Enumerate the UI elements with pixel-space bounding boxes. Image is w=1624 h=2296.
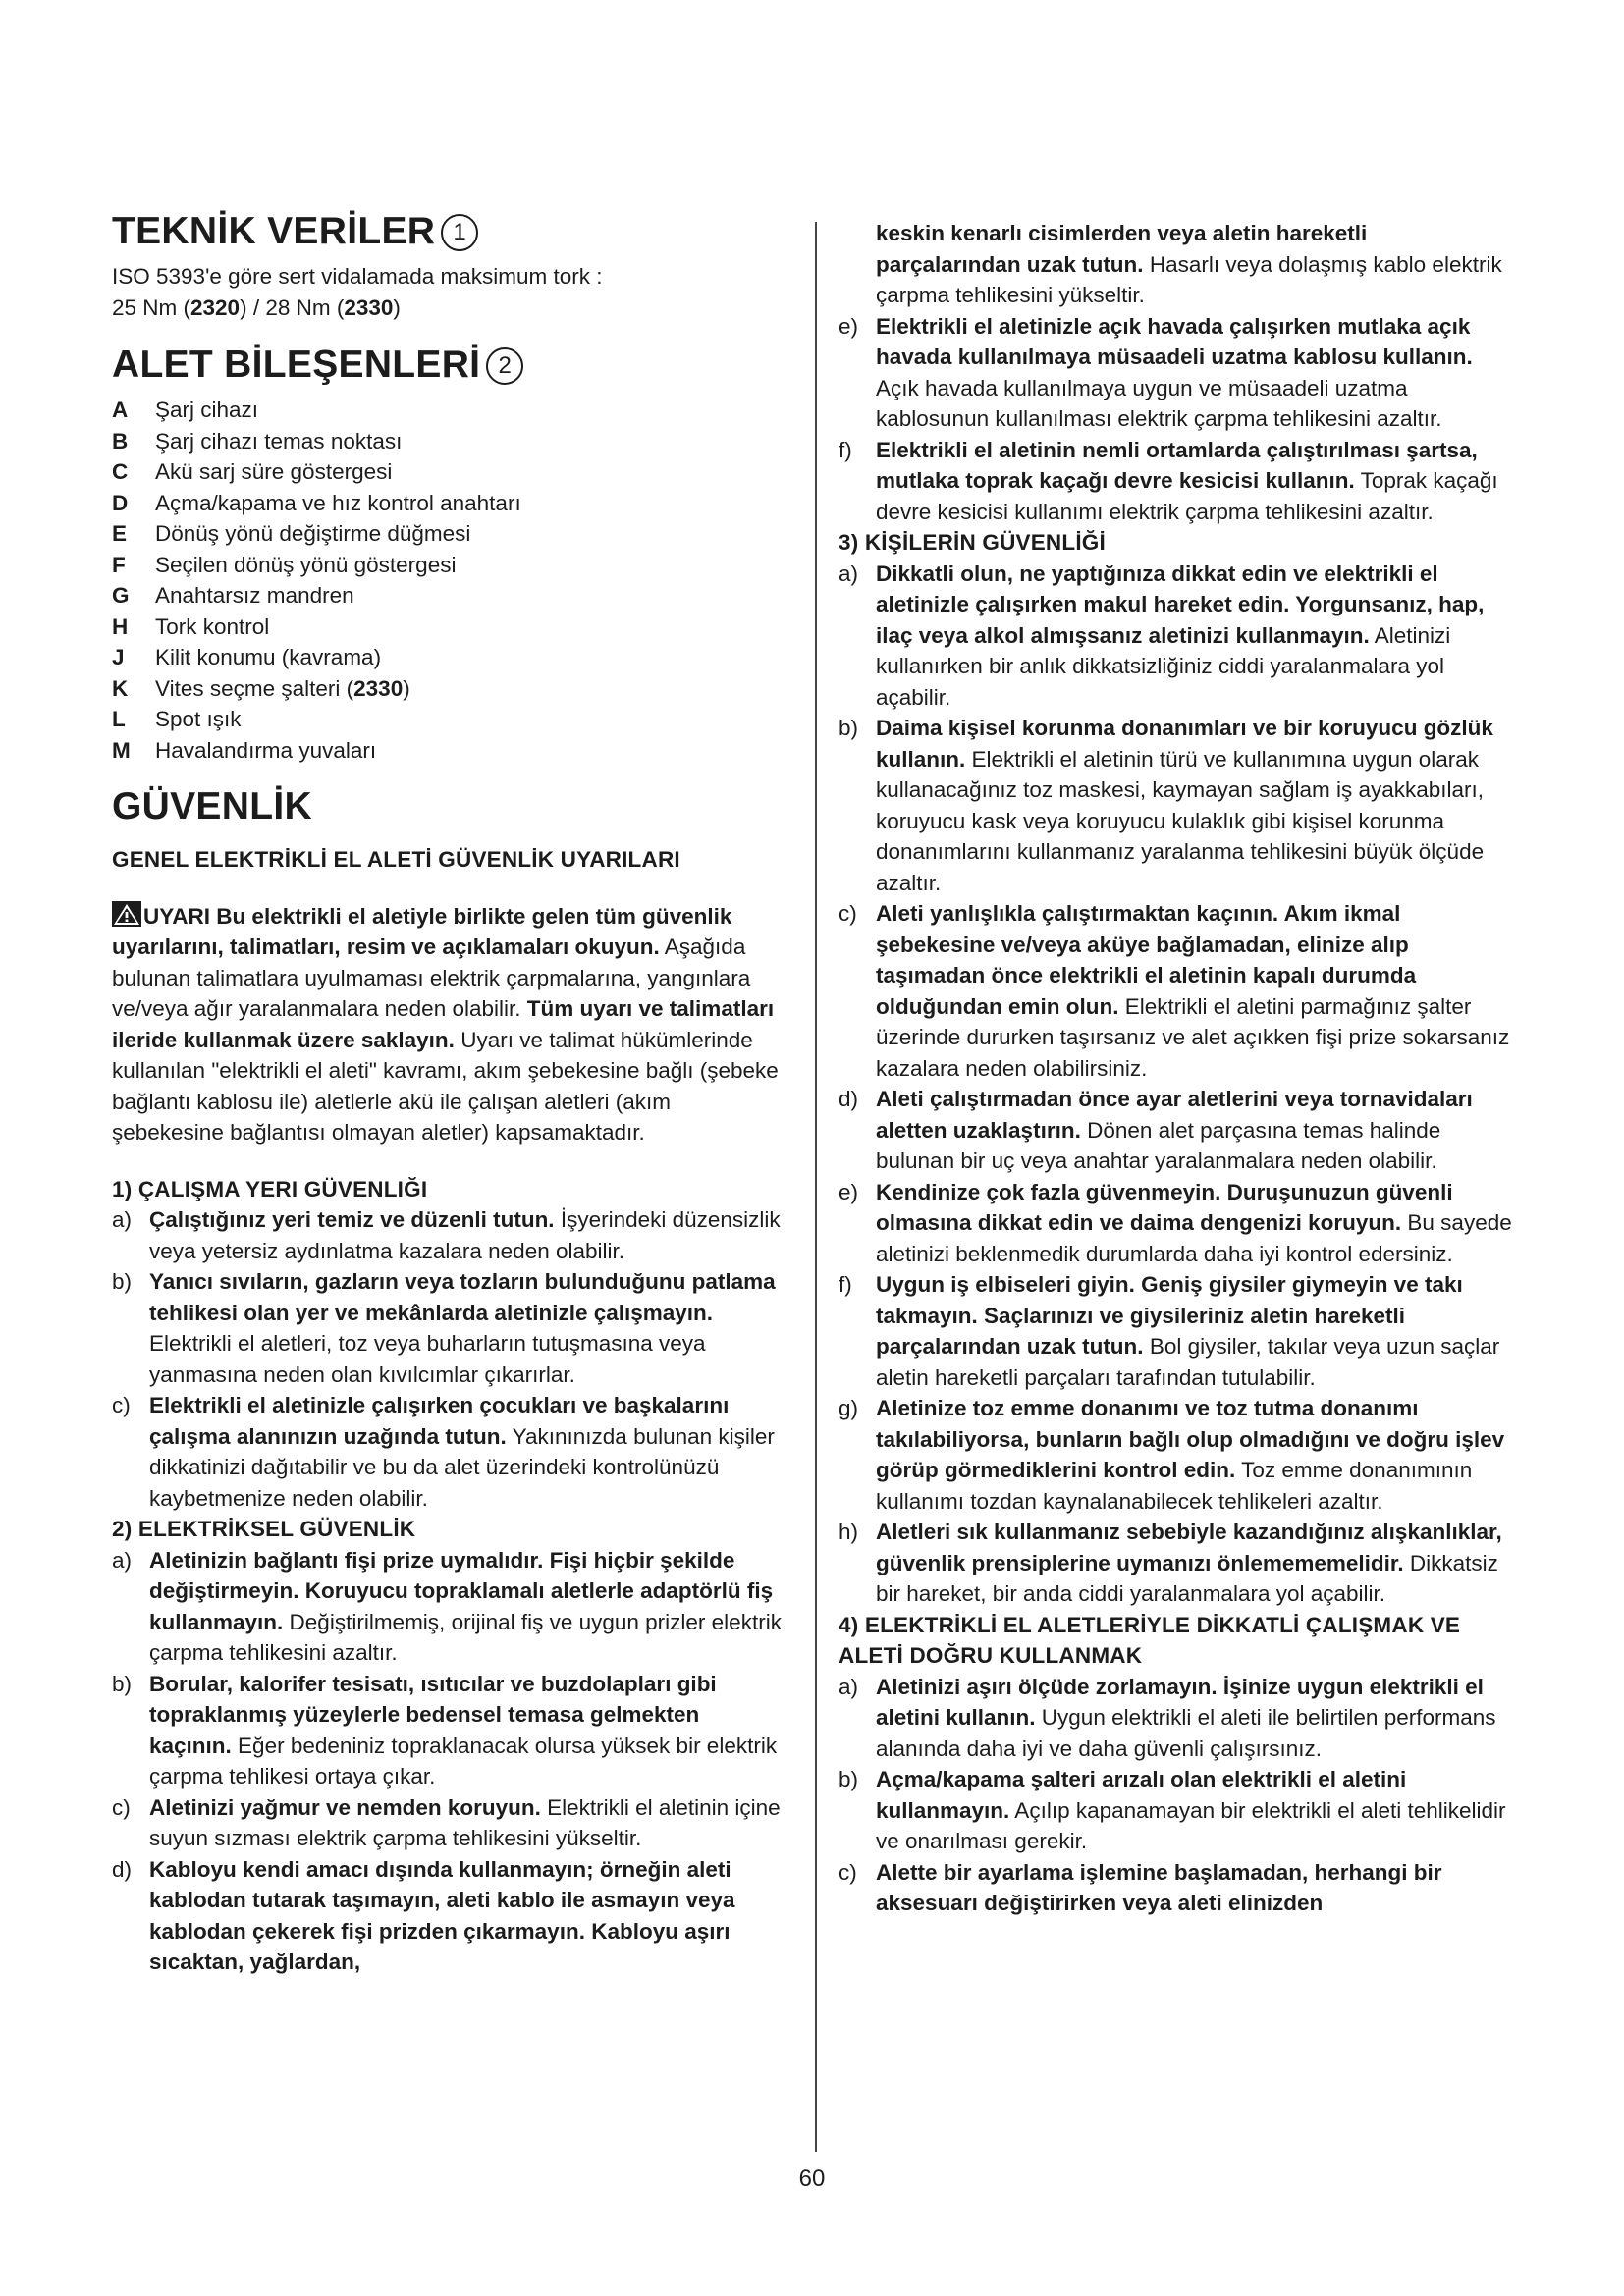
section-4-item [839,1672,1512,1765]
tech-data-heading: TEKNİK VERİLER 1 [112,208,782,255]
section-2-item [112,1545,782,1669]
section-3-list [839,559,1512,1610]
item-text: Dikkatli olun, ne yaptığınıza dikkat edin ve elektrikli el aletinizle çalışırken makul hareket edin. Yorgunsanız, hap, ilaç veya alkol almışsanız aletinizi kullanmayın. Aletinizi kullanırken bir anlık dikkatsizliğiniz ciddi yaralanmalara yol açabilir. [876,561,1485,710]
section-3-item [839,1517,1512,1610]
component-label: Kilit konumu (kavrama) [155,645,382,669]
section-3-title: 3) KİŞİLERİN GÜVENLİĞİ [839,530,1106,555]
component-label: Akü sarj süre göstergesi [155,459,393,484]
component-item [112,395,782,426]
item-text: Aleti yanlışlıkla çalıştırmaktan kaçının. Akım ikmal şebekesine ve/veya aküye bağlamadan, elinize alıp taşımadan önce elektrikli el aletinin kapalı durumda olduğundan emin olun. Elektrikli el aletini parmağınız şalter üzerinde dururken taşırsanız ve alet açıkken fişi prize sokarsanız kazalara neden olabilirsiniz. [876,901,1510,1081]
component-list [112,395,782,766]
figure-ref-2: 2 [486,347,523,385]
section-4-list [839,1672,1512,1919]
component-item [112,426,782,457]
component-key: A [112,398,129,422]
component-label: Seçilen dönüş yönü göstergesi [155,552,457,577]
item-text: Uygun iş elbiseleri giyin. Geniş giysiler giymeyin ve takı takmayın. Saçlarınızı ve giysileriniz aletin hareketli parçalarından uzak tutun. Bol giysiler, takılar veya uzun saçlar aletin hareketli parçaları tarafından tutulabilir. [876,1272,1500,1390]
component-item [112,518,782,550]
section-2-item [112,1854,782,1978]
section-4-item [839,1857,1512,1919]
section-4-item [839,1764,1512,1857]
component-key: G [112,583,130,608]
component-item [112,642,782,673]
component-item [112,456,782,488]
item-text: Kendinize çok fazla güvenmeyin. Duruşunuzun güvenli olmasına dikkat edin ve daima dengenizi koruyun. Bu sayede aletinizi beklenmedik durumlarda daha iyi kontrol edersiniz. [876,1179,1512,1266]
item-text: Açma/kapama şalteri arızalı olan elektrikli el aletini kullanmayın. Açılıp kapanamayan bir elektrikli el aleti tehlikelidir ve onarılması gerekir. [876,1767,1506,1853]
section-1-list [112,1204,782,1514]
component-key: H [112,614,129,639]
item-key: a) [839,561,859,586]
item-text: Aletinizi aşırı ölçüde zorlamayın. İşinize uygun elektrikli el aletini kullanın. Uygun elektrikli el aleti ile belirtilen performans alanında daha iyi ve daha güvenli çalışırsınız. [876,1674,1496,1761]
safety-heading: GÜVENLİK [112,785,312,828]
component-label: Havalandırma yuvaları [155,737,377,763]
component-item [112,550,782,581]
safety-subheading: GENEL ELEKTRİKLİ EL ALETİ GÜVENLİK UYARILARI [112,847,680,872]
component-key: J [112,645,125,669]
item-key: h) [839,1520,859,1544]
item-key: b) [839,716,859,740]
component-label: Tork kontrol [155,614,270,639]
item-key: f) [839,1272,852,1297]
section-1-item [112,1204,782,1266]
item-text: Aletleri sık kullanmanız sebebiyle kazandığınız alışkanlıklar, güvenlik prensiplerine uymanızı önlemememelidir. Dikkatsiz bir hareket, bir anda ciddi yaralanmalara yol açabilir. [876,1520,1502,1606]
item-key: a) [839,1674,859,1699]
item-text: Elektrikli el aletinizle açık havada çalışırken mutlaka açık havada kullanılmaya müsaadeli uzatma kablosu kullanın. Açık havada kullanılmaya uygun ve müsaadeli uzatma kablosunun kullanılması elektrik çarpma tehlikesini azaltır. [876,313,1473,431]
section-1-item [112,1266,782,1390]
item-key: e) [839,1179,859,1204]
tech-torque-line-2: 25 Nm (2320) / 28 Nm (2330) [112,294,401,320]
component-item [112,673,782,705]
item-key: d) [839,1087,859,1111]
component-key: E [112,521,128,546]
warning-triangle-icon [112,901,141,927]
section-1-item [112,1390,782,1514]
section-2-continued-list [839,311,1512,528]
components-heading: ALET BİLEŞENLERİ 2 [112,342,782,389]
component-key: F [112,552,126,577]
section-4-title: 4) ELEKTRİKLİ EL ALETLERİYLE DİKKATLİ ÇALIŞMAK VE ALETİ DOĞRU KULLANMAK [839,1612,1461,1668]
section-3-item [839,559,1512,714]
column-divider [815,222,817,2152]
section-2-list [112,1545,782,1978]
item-text: Çalıştığınız yeri temiz ve düzenli tutun. İşyerindeki düzensizlik veya yetersiz aydınlatma kazalara neden olabilir. [149,1207,781,1263]
section-2-item [112,1669,782,1792]
section-3-item [839,1393,1512,1517]
component-key: D [112,490,129,515]
component-label: Şarj cihazı [155,398,259,422]
item-text: Aletinizin bağlantı fişi prize uymalıdır. Fişi hiçbir şekilde değiştirmeyin. Koruyucu topraklamalı aletlerle adaptörlü fiş kullanmayın. Değiştirilmemiş, orijinal fiş ve uygun prizler elektrik çarpma tehlikesini azaltır. [149,1547,782,1665]
item-text: Daima kişisel korunma donanımları ve bir koruyucu gözlük kullanın. Elektrikli el aletinin türü ve kullanımına uygun olarak kullanacağınız toz maskesi, kaymayan sağlam iş ayakkabıları, koruyucu kask veya koruyucu kulaklık gibi kişisel korunma donanımlarını kullanmanız yaralanma tehlikesini büyük ölçüde azaltır. [876,716,1493,895]
component-item [112,580,782,612]
component-item [112,612,782,643]
tech-torque-line-1: ISO 5393'e göre sert vidalamada maksimum tork : [112,264,603,289]
item-key: c) [112,1794,131,1820]
item-key: a) [112,1547,133,1573]
section-3-item [839,898,1512,1084]
component-label: Dönüş yönü değiştirme düğmesi [155,521,471,546]
item-key: c) [112,1393,131,1417]
section-2-item [112,1792,782,1854]
item-text: Aletinizi yağmur ve nemden koruyun. Elektrikli el aletinin içine suyun sızması elektrik çarpma tehlikesini yükseltir. [149,1794,781,1850]
page-number: 60 [798,2165,826,2192]
section-3-item [839,1084,1512,1177]
item-text: Elektrikli el aletinin nemli ortamlarda çalıştırılması şartsa, mutlaka toprak kaçağı devre kesicisi kullanın. Toprak kaçağı devre kesicisi kullanımı elektrik çarpma tehlikesini azaltır. [876,437,1498,524]
component-label: Açma/kapama ve hız kontrol anahtarı [155,490,521,515]
item-key: e) [839,313,859,339]
section-2-item [839,311,1512,435]
component-label: Anahtarsız mandren [155,583,354,608]
section-2-title: 2) ELEKTRİKSEL GÜVENLİK [112,1517,416,1541]
left-column [112,208,782,1978]
warning-paragraph: UYARI Bu elektrikli el aletiyle birlikte gelen tüm güvenlik uyarılarını, talimatları, resim ve açıklamaları okuyun. Aşağıda bulunan talimatlara uyulmaması elektrik çarpmalarına, yangınlara ve/veya ağır yaralanmalara neden olabilir. Tüm uyarı ve talimatları ileride kullanmak üzere saklayın. Uyarı ve talimat hükümlerinde kullanılan "elektrikli el aleti" kavramı, akım şebekesine bağlı (şebeke bağlantı kablosu ile) aletlerle akü ile çalışan aletleri (akım şebekesine bağlantısı olmayan aletler) kapsamaktadır. [112,901,782,1148]
item-text: Yanıcı sıvıların, gazların veya tozların bulunduğunu patlama tehlikesi olan yer ve mekânlarda aletinizle çalışmayın. Elektrikli el aletleri, toz veya buharların tutuşmasına veya yanmasına neden olan kıvılcımlar çıkarırlar. [149,1269,776,1387]
item-text: Borular, kalorifer tesisatı, ısıtıcılar ve buzdolapları gibi topraklanmış yüzeylerle bedensel temasa gelmekten kaçının. Eğer bedeniniz topraklanacak olursa yüksek bir elektrik çarpma tehlikesi ortaya çıkar. [149,1671,778,1789]
component-key: C [112,459,129,484]
figure-ref-1: 1 [441,214,478,251]
item-text: Alette bir ayarlama işlemine başlamadan, herhangi bir aksesuarı değiştirirken veya aleti elinizden [876,1859,1442,1915]
cable-item-continued: keskin kenarlı cisimlerden veya aletin hareketli parçalarından uzak tutun. Hasarlı veya dolaşmış kablo elektrik çarpma tehlikesini yükseltir. [876,221,1502,307]
item-text: Kabloyu kendi amacı dışında kullanmayın; örneğin aleti kablodan tutarak taşımayın, aleti kablo ile asmayın veya kablodan çekerek fişi prizden çıkarmayın. Kabloyu aşırı sıcaktan, yağlardan, [149,1856,735,1974]
item-text: Elektrikli el aletinizle çalışırken çocukları ve başkalarını çalışma alanınızın uzağında tutun. Yakınınızda bulunan kişiler dikkatinizi dağıtabilir ve bu da alet üzerindeki kontrolünüzü kaybetmenize neden olabilir. [149,1393,775,1511]
component-item [112,704,782,735]
item-text: Aletinize toz emme donanımı ve toz tutma donanımı takılabiliyorsa, bunların bağlı olup olmadığını ve doğru işlev görüp görmediklerini kontrol edin. Toz emme donanımının kullanımı tozdan kaynalanabilecek tehlikeleri azaltır. [876,1396,1505,1514]
item-key: b) [112,1269,133,1294]
section-3-item [839,1269,1512,1393]
component-key: B [112,428,129,454]
component-key: L [112,707,126,731]
component-label: Şarj cihazı temas noktası [155,428,403,454]
item-key: b) [112,1671,133,1696]
section-2-item [839,435,1512,528]
item-key: a) [112,1207,133,1232]
component-label: Vites seçme şalteri (2330) [155,675,410,701]
component-label: Spot ışık [155,707,242,731]
right-column [839,218,1512,1919]
item-key: b) [839,1767,859,1791]
component-item [112,735,782,767]
component-key: M [112,737,131,763]
item-key: f) [839,437,852,462]
item-key: c) [839,901,857,926]
section-1-title: 1) ÇALIŞMA YERI GÜVENLIĞI [112,1176,428,1201]
item-text: Aleti çalıştırmadan önce ayar aletlerini veya tornavidaları aletten uzaklaştırın. Dönen alet parçasına temas halinde bulunan bir uç veya anahtar yaralanmalara neden olabilir. [876,1087,1473,1173]
component-item [112,488,782,519]
item-key: c) [839,1859,857,1885]
item-key: g) [839,1396,859,1420]
section-3-item [839,713,1512,898]
item-key: d) [112,1856,133,1882]
component-key: K [112,675,129,701]
section-3-item [839,1177,1512,1270]
